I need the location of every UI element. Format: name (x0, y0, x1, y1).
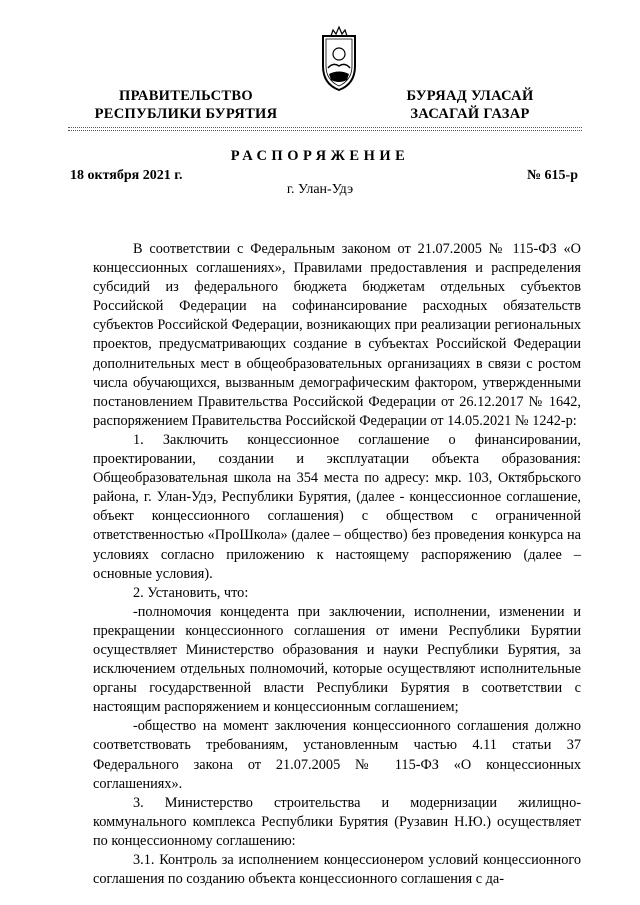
separator-line (68, 130, 582, 131)
paragraph: 2. Установить, что: (133, 584, 249, 601)
document-body (93, 240, 581, 889)
paragraph: -полномочия концедента при заключении, исполнении, изменении и прекращении концессионного соглашения от имени Республики Бурятии осуществляет Министерство образования и науки Республики Бурятия, за исключением отдельных полномочий, которые осуществляют исполнительные органы государственной власти Республики Бурятия в соответствии с настоящим распоряжением и концессионным соглашением; (93, 603, 581, 716)
org-name-russian (86, 87, 286, 123)
separator-line (68, 127, 582, 128)
paragraph: -общество на момент заключения концессионного соглашения должно соответствовать требованиям, установленным частью 4.11 статьи 37 Федерального закона от 21.07.2005 № 115-ФЗ «О концессионных соглашениях». (93, 718, 581, 792)
org-name-line: БУРЯАД УЛАСАЙ (406, 88, 534, 104)
coat-of-arms-icon (317, 22, 361, 92)
document-city: г. Улан-Удэ (286, 182, 354, 197)
paragraph: В соответствии с Федеральным законом от 21.07.2005 № 115-ФЗ «О концессионных соглашениях», Правилами предоставления и распределения субсидий из федерального бюджета бюджетам отдельных субъектов Российской Федерации на софинансирование расходных обязательств субъектов Российской Федерации, возникающих при реализации региональных проектов, предусматривающих создание в субъектах Российской Федерации дополнительных мест в общеобразовательных организациях в связи с ростом числа обучающихся, вызванным демографическим фактором, утвержденными постановлением Правительства Российской Федерации от 26.12.2017 № 1642, распоряжением Правительства Российской Федерации от 14.05.2021 № 1242-р: (93, 241, 581, 429)
paragraph: 3. Министерство строительства и модернизации жилищно-коммунального комплекса Республики Бурятия (Рузавин Н.Ю.) осуществляет по концессионному соглашению: (93, 794, 581, 849)
document-date: 18 октября 2021 г. (70, 168, 183, 183)
org-name-line: ЗАСАГАЙ ГАЗАР (410, 106, 530, 122)
document-type: РАСПОРЯЖЕНИЕ (230, 148, 410, 164)
document-number: № 615-р (526, 168, 578, 183)
paragraph: 1. Заключить концессионное соглашение о финансировании, проектировании, создании и эксплуатации объекта образования: Общеобразовательная школа на 354 места по адресу: мкр. 103, Октябрьского района, г. Улан-Удэ, Республики Бурятия, (далее - концессионное соглашение, объект концессионного соглашения) с обществом с ограниченной ответственностью «ПроШкола» (далее – общество) без проведения конкурса на условиях согласно приложению к настоящему распоряжению (далее – основные условия). (93, 431, 581, 582)
org-name-line: ПРАВИТЕЛЬСТВО (119, 88, 253, 104)
paragraph: 3.1. Контроль за исполнением концессионером условий концессионного соглашения по созданию объекта концессионного соглашения с да- (93, 852, 581, 888)
org-name-buryat (380, 87, 560, 123)
org-name-line: РЕСПУБЛИКИ БУРЯТИЯ (94, 106, 278, 122)
